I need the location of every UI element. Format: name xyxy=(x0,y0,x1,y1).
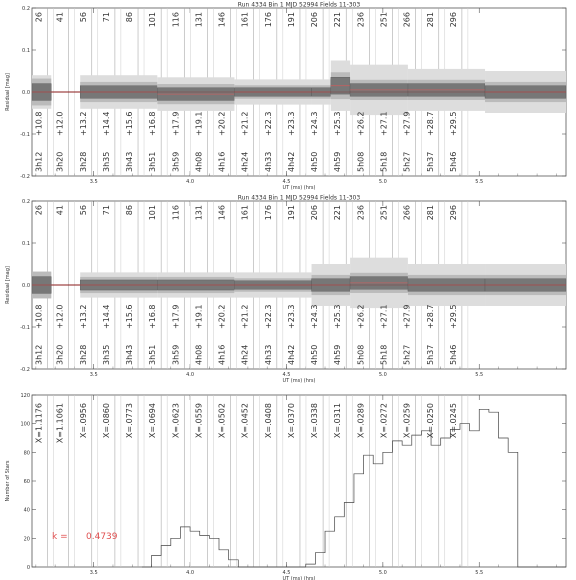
x-tick-label: 5.5 xyxy=(475,570,484,576)
dec-label: +19.1 xyxy=(194,111,204,136)
y-tick-label: -0.2 xyxy=(20,174,30,180)
field-number-label: 221 xyxy=(333,12,343,28)
airmass-label: X=.0370 xyxy=(286,403,296,439)
time-label: 4h42 xyxy=(286,344,296,365)
airmass-label: X=.0694 xyxy=(148,403,158,439)
dec-label: +16.8 xyxy=(148,304,158,329)
dec-label: +25.3 xyxy=(333,111,343,136)
y-tick-label: 0.0 xyxy=(22,90,30,96)
airmass-label: X=.0272 xyxy=(379,403,389,439)
airmass-label: X=.0559 xyxy=(194,403,204,439)
y-tick-label: 0.1 xyxy=(22,48,30,54)
dec-label: +16.8 xyxy=(148,111,158,136)
y-tick-label: -0.2 xyxy=(20,367,30,373)
time-label: 3h28 xyxy=(78,344,88,365)
airmass-label: X=1.1176 xyxy=(34,403,44,444)
x-tick-label: 4.0 xyxy=(186,179,195,185)
x-tick-label: 4.5 xyxy=(282,570,291,576)
y-tick-label: -0.1 xyxy=(20,325,30,331)
dec-label: +19.1 xyxy=(194,304,204,329)
field-number-label: 251 xyxy=(379,205,389,221)
field-number-label: 176 xyxy=(263,205,273,221)
time-label: 3h12 xyxy=(34,344,44,365)
time-label: 5h46 xyxy=(448,151,458,172)
time-label: 3h12 xyxy=(34,151,44,172)
y-tick-label: 80 xyxy=(23,450,30,457)
dec-label: +12.0 xyxy=(55,304,65,329)
dec-label: +22.3 xyxy=(263,304,273,329)
y-tick-label: 0.1 xyxy=(22,241,30,247)
y-tick-label: 120 xyxy=(20,393,30,399)
field-number-label: 206 xyxy=(310,205,320,221)
field-number-label: 281 xyxy=(425,205,435,221)
time-label: 5h46 xyxy=(448,344,458,365)
time-label: 4h59 xyxy=(333,151,343,172)
time-label: 3h51 xyxy=(148,151,158,172)
time-label: 4h50 xyxy=(310,151,320,172)
dec-label: +17.9 xyxy=(171,111,181,136)
x-axis-label: UT (ms) (hrs) xyxy=(282,576,316,580)
time-label: 5h08 xyxy=(356,151,366,172)
y-tick-label: 40 xyxy=(23,507,30,514)
field-number-label: 236 xyxy=(356,205,366,221)
dec-label: +13.2 xyxy=(78,111,88,136)
dec-label: +24.3 xyxy=(310,111,320,136)
time-label: 5h27 xyxy=(402,151,412,172)
field-number-label: 146 xyxy=(217,12,227,28)
dec-label: +23.3 xyxy=(286,304,296,329)
y-axis-label: Residual [mag] xyxy=(5,73,11,111)
time-label: 4h33 xyxy=(263,151,273,172)
dec-label: +20.2 xyxy=(217,304,227,329)
dec-label: +24.3 xyxy=(310,304,320,329)
y-tick-label: 0.2 xyxy=(22,199,30,205)
dec-label: +21.2 xyxy=(240,304,250,329)
time-label: 5h37 xyxy=(425,151,435,172)
dec-label: +17.9 xyxy=(171,304,181,329)
airmass-label: X=.0860 xyxy=(101,403,111,439)
time-label: 4h16 xyxy=(217,151,227,172)
field-number-label: 281 xyxy=(425,12,435,28)
airmass-label: X=1.1061 xyxy=(55,403,65,444)
time-label: 3h59 xyxy=(171,344,181,365)
field-number-label: 266 xyxy=(402,205,412,221)
airmass-label: X=.0311 xyxy=(333,403,343,439)
dec-label: +27.9 xyxy=(402,304,412,329)
y-tick-label: 0.2 xyxy=(22,6,30,12)
dec-label: +21.2 xyxy=(240,111,250,136)
time-label: 5h27 xyxy=(402,344,412,365)
time-label: 4h16 xyxy=(217,344,227,365)
field-number-label: 71 xyxy=(101,12,111,23)
field-number-label: 41 xyxy=(55,205,65,216)
time-label: 5h08 xyxy=(356,344,366,365)
time-label: 4h50 xyxy=(310,344,320,365)
y-tick-label: 0.0 xyxy=(22,283,30,289)
y-tick-label: 0 xyxy=(26,565,30,571)
star-count-histogram xyxy=(142,409,566,567)
x-tick-label: 5.0 xyxy=(378,570,387,576)
time-label: 3h35 xyxy=(101,344,111,365)
x-axis-label: UT (ms) (hrs) xyxy=(282,185,316,191)
x-tick-label: 5.0 xyxy=(378,179,387,185)
airmass-label: X=.0259 xyxy=(402,403,412,439)
x-tick-label: 4.5 xyxy=(282,372,291,378)
airmass-label: X=.0452 xyxy=(240,403,250,439)
field-number-label: 86 xyxy=(125,12,135,23)
field-number-label: 206 xyxy=(310,12,320,28)
dec-label: +12.0 xyxy=(55,111,65,136)
airmass-label: X=.0623 xyxy=(171,403,181,439)
field-number-label: 146 xyxy=(217,205,227,221)
field-number-label: 56 xyxy=(78,12,88,23)
dec-label: +13.2 xyxy=(78,304,88,329)
x-axis-label: UT (ms) (hrs) xyxy=(282,378,316,384)
field-number-label: 176 xyxy=(263,12,273,28)
k-annotation-label: k = xyxy=(52,532,68,542)
time-label: 4h24 xyxy=(240,151,250,172)
dec-label: +10.8 xyxy=(34,111,44,136)
dec-label: +20.2 xyxy=(217,111,227,136)
field-number-label: 41 xyxy=(55,12,65,23)
y-tick-label: -0.1 xyxy=(20,132,30,138)
x-tick-label: 5.5 xyxy=(475,372,484,378)
chart-title: Run 4334 Bin 1 MJD 52994 Fields 11-303 xyxy=(237,1,361,9)
time-label: 3h20 xyxy=(55,151,65,172)
field-number-label: 26 xyxy=(34,205,44,216)
field-number-label: 296 xyxy=(448,205,458,221)
field-number-label: 161 xyxy=(240,205,250,221)
x-tick-label: 3.5 xyxy=(89,179,98,185)
airmass-label: X=.0250 xyxy=(425,403,435,439)
field-number-label: 131 xyxy=(194,205,204,221)
field-number-label: 251 xyxy=(379,12,389,28)
dec-label: +25.3 xyxy=(333,304,343,329)
time-label: 4h33 xyxy=(263,344,273,365)
time-label: 3h59 xyxy=(171,151,181,172)
field-number-label: 86 xyxy=(125,205,135,216)
field-number-label: 191 xyxy=(286,12,296,28)
field-number-label: 101 xyxy=(148,205,158,221)
time-label: 3h43 xyxy=(125,344,135,365)
dec-label: +27.1 xyxy=(379,111,389,136)
airmass-label: X=.0245 xyxy=(448,403,458,439)
dec-label: +26.2 xyxy=(356,304,366,329)
x-tick-label: 3.5 xyxy=(89,372,98,378)
x-tick-label: 4.0 xyxy=(186,570,195,576)
field-number-label: 56 xyxy=(78,205,88,216)
k-annotation-value: 0.4739 xyxy=(86,532,118,542)
field-number-label: 101 xyxy=(148,12,158,28)
airmass-label: X=.0773 xyxy=(125,403,135,439)
panel-1 xyxy=(32,8,566,176)
x-tick-label: 4.0 xyxy=(186,372,195,378)
field-number-label: 116 xyxy=(171,12,181,28)
airmass-label: X=.0956 xyxy=(78,403,88,439)
field-number-label: 266 xyxy=(402,12,412,28)
y-tick-label: 20 xyxy=(23,536,30,543)
time-label: 5h18 xyxy=(379,344,389,365)
time-label: 3h43 xyxy=(125,151,135,172)
dec-label: +15.6 xyxy=(125,304,135,329)
y-tick-label: 60 xyxy=(23,479,30,485)
time-label: 4h24 xyxy=(240,344,250,365)
y-tick-label: 100 xyxy=(20,421,30,428)
airmass-label: X=.0502 xyxy=(217,403,227,439)
field-number-label: 131 xyxy=(194,12,204,28)
field-number-label: 71 xyxy=(101,205,111,216)
dec-label: +14.4 xyxy=(101,111,111,136)
y-axis-label: Number of Stars xyxy=(5,460,11,502)
field-number-label: 161 xyxy=(240,12,250,28)
field-number-label: 236 xyxy=(356,12,366,28)
time-label: 4h42 xyxy=(286,151,296,172)
time-label: 3h20 xyxy=(55,344,65,365)
field-number-label: 191 xyxy=(286,205,296,221)
time-label: 4h59 xyxy=(333,344,343,365)
time-label: 5h37 xyxy=(425,344,435,365)
y-axis-label: Residual [mag] xyxy=(5,266,11,304)
airmass-label: X=.0408 xyxy=(263,403,273,439)
field-number-label: 26 xyxy=(34,12,44,23)
field-number-label: 296 xyxy=(448,12,458,28)
x-tick-label: 4.5 xyxy=(282,179,291,185)
panel-2 xyxy=(32,201,566,369)
airmass-label: X=.0338 xyxy=(310,403,320,439)
time-label: 5h18 xyxy=(379,151,389,172)
field-number-label: 116 xyxy=(171,205,181,221)
dec-label: +26.2 xyxy=(356,111,366,136)
x-tick-label: 3.5 xyxy=(89,570,98,576)
field-number-label: 221 xyxy=(333,205,343,221)
dec-label: +28.7 xyxy=(425,111,435,136)
time-label: 3h35 xyxy=(101,151,111,172)
time-label: 4h08 xyxy=(194,151,204,172)
dec-label: +29.5 xyxy=(448,304,458,329)
dec-label: +27.1 xyxy=(379,304,389,329)
time-label: 3h28 xyxy=(78,151,88,172)
time-label: 4h08 xyxy=(194,344,204,365)
dec-label: +22.3 xyxy=(263,111,273,136)
chart-title: Run 4334 Bin 1 MJD 52994 Fields 11-303 xyxy=(237,194,361,202)
dec-label: +15.6 xyxy=(125,111,135,136)
dec-label: +29.5 xyxy=(448,111,458,136)
dec-label: +10.8 xyxy=(34,304,44,329)
dec-label: +27.9 xyxy=(402,111,412,136)
x-tick-label: 5.5 xyxy=(475,179,484,185)
time-label: 3h51 xyxy=(148,344,158,365)
dec-label: +28.7 xyxy=(425,304,435,329)
dec-label: +14.4 xyxy=(101,304,111,329)
airmass-label: X=.0289 xyxy=(356,403,366,439)
x-tick-label: 5.0 xyxy=(378,372,387,378)
dec-label: +23.3 xyxy=(286,111,296,136)
